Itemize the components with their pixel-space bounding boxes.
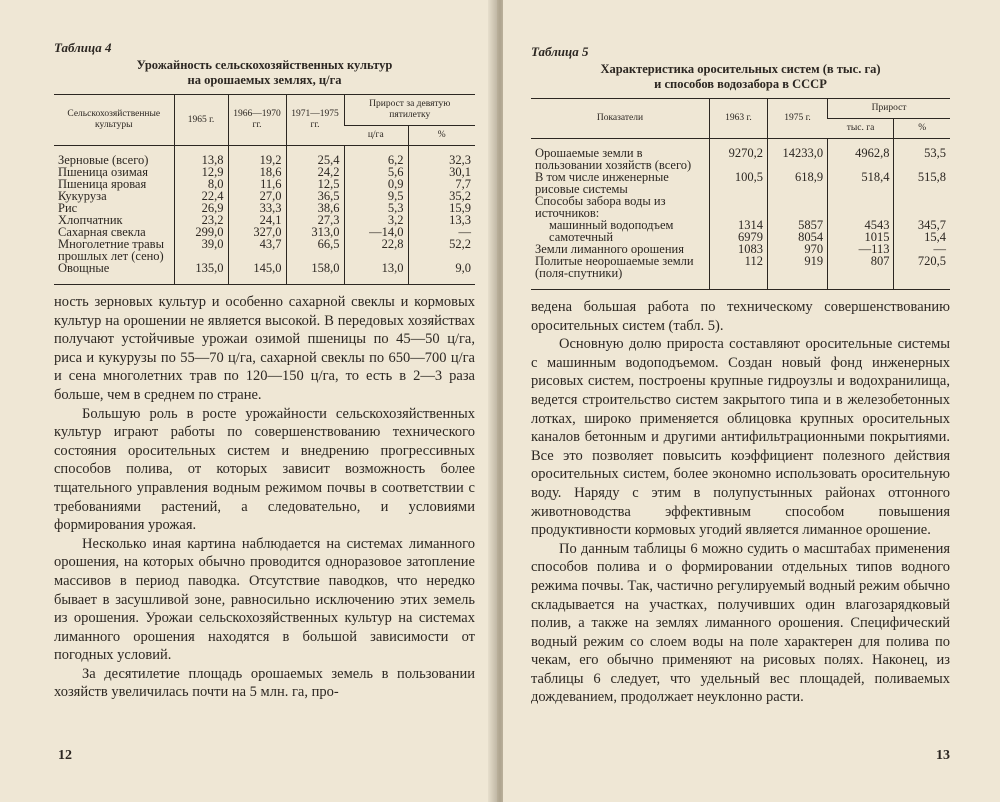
- value-1965: 8,0: [174, 178, 228, 190]
- growth-pct: [894, 195, 950, 219]
- value-1963: 9270,2: [709, 139, 767, 172]
- crop-name: Кукуруза: [58, 189, 107, 203]
- table-4-caption: [54, 58, 475, 88]
- crop-name: Пшеница яровая: [58, 177, 147, 191]
- value-1975: 970: [767, 243, 827, 255]
- growth-value: 4962,8: [828, 139, 894, 172]
- growth-pct: —: [894, 243, 950, 255]
- value-1963: [709, 195, 767, 219]
- value-1975: 14233,0: [767, 139, 827, 172]
- value-1966-1970: 27,0: [228, 190, 286, 202]
- header-1975: 1975 г.: [767, 99, 827, 139]
- value-1966-1970: 11,6: [228, 178, 286, 190]
- right-body-text: [531, 298, 950, 707]
- header-1966-1970: 1966—1970 гг.: [228, 95, 286, 146]
- growth-value: 1015: [828, 231, 894, 243]
- growth-pct: 32,3: [408, 146, 475, 167]
- crop-name: Хлопчатник: [58, 213, 123, 227]
- growth-value: 4543: [828, 219, 894, 231]
- value-1975: 919: [767, 255, 827, 290]
- growth-pct: 52,2: [408, 238, 475, 262]
- right-page: [503, 0, 1000, 802]
- table-5: [531, 98, 950, 290]
- page-number: 12: [58, 748, 72, 763]
- paragraph: Несколько иная картина наблюдается на системах лиманного орошения, на которых обычно проводится одноразовое затопление массивов в период паводка. Отсутствие паводков, что нередко бывает в засушливой зоне, равносильно исключению этих земель из орошения. Урожаи сельскохозяйственных культур на системах лиманного орошения находятся в большой зависимости от погодных условий.: [54, 535, 475, 664]
- growth-pct: 30,1: [408, 166, 475, 178]
- table-row: [54, 262, 475, 285]
- left-page: [0, 0, 497, 802]
- header-unit: ц/га: [344, 126, 408, 146]
- value-1965: 23,2: [174, 214, 228, 226]
- value-1966-1970: 43,7: [228, 238, 286, 262]
- value-1971-1975: 38,6: [286, 202, 344, 214]
- table-row: [531, 171, 950, 195]
- header-pct: %: [408, 126, 475, 146]
- growth-pct: 345,7: [894, 219, 950, 231]
- value-1963: 1314: [709, 219, 767, 231]
- value-1971-1975: 27,3: [286, 214, 344, 226]
- value-1966-1970: 145,0: [228, 262, 286, 285]
- growth-value: 807: [828, 255, 894, 290]
- growth-pct: 7,7: [408, 178, 475, 190]
- paragraph: Основную долю прироста составляют оросительные системы с машинным водоподъемом. Создан новый фонд инженерных рисовых систем, построены крупные гидроузлы и водохранилища, ведется строительство систем закрытого типа и в железобетонных лотках, широко применяется облицовка крупных оросительных каналов бетонным и другими антифильтрационными покрытиями. Все это позволяет повысить коэффициент полезного действия оросительных систем, более экономно использовать оросительную воду. Наряду с этим в полупустынных районах отгонного животноводства эффективным способом повышения продуктивности кормовых угодий является лиманное орошение.: [531, 336, 950, 539]
- value-1966-1970: 19,2: [228, 146, 286, 167]
- value-1971-1975: 24,2: [286, 166, 344, 178]
- crop-name: Сахарная свекла: [58, 225, 146, 239]
- table-row: [54, 238, 475, 262]
- value-1965: 22,4: [174, 190, 228, 202]
- header-indicators: Показатели: [596, 113, 644, 123]
- page-number: 13: [936, 748, 950, 763]
- growth-value: —113: [828, 243, 894, 255]
- header-unit: тыс. га: [828, 119, 894, 139]
- value-1971-1975: 36,5: [286, 190, 344, 202]
- value-1966-1970: 327,0: [228, 226, 286, 238]
- value-1971-1975: 12,5: [286, 178, 344, 190]
- indicator-label: самотечный: [549, 230, 614, 244]
- value-1966-1970: 24,1: [228, 214, 286, 226]
- growth-cg: 5,6: [344, 166, 408, 178]
- header-pct: %: [894, 119, 950, 139]
- value-1965: 135,0: [174, 262, 228, 285]
- table-5-label: Таблица 5: [531, 44, 589, 59]
- value-1975: 618,9: [767, 171, 827, 195]
- table-5-caption-line-2: и способов водозабора в СССР: [654, 77, 827, 91]
- growth-pct: 35,2: [408, 190, 475, 202]
- value-1965: 39,0: [174, 238, 228, 262]
- value-1971-1975: 25,4: [286, 146, 344, 167]
- value-1963: 6979: [709, 231, 767, 243]
- paragraph: За десятилетие площадь орошаемых земель в пользовании хозяйств увеличилась почти на 5 млн. га, про-: [54, 665, 475, 701]
- value-1965: 26,9: [174, 202, 228, 214]
- value-1966-1970: 33,3: [228, 202, 286, 214]
- paragraph: Большую роль в росте урожайности сельскохозяйственных культур играют работы по совершенствованию технического состояния оросительных систем и внедрению прогрессивных способов полива, от которых зависит возможность более тщательного управления водным режимом почвы в соответствии с требованиями растений, а следовательно, и условиями формирования урожая.: [54, 405, 475, 534]
- header-1965: 1965 г.: [174, 95, 228, 146]
- paragraph: ность зерновых культур и особенно сахарной свеклы и кормовых культур на орошении не является высокой. В передовых хозяйствах получают устойчивые урожаи озимой пшеницы по 45—50 ц/га, риса и кукурузы по 55—70 ц/га, сахарной свеклы по 650—700 ц/га и сена многолетних трав по 120—150 ц/га, то есть в 2—3 раза больше, чем в среднем по стране.: [54, 294, 475, 403]
- growth-value: 518,4: [828, 171, 894, 195]
- growth-cg: 9,5: [344, 190, 408, 202]
- paragraph: По данным таблицы 6 можно судить о масштабах применения способов полива и о формировании отдельных типов водного режима почвы. Так, частично регулируемый водный режим обычно складывается на участках, получивших один влагозарядковый полив, а также на землях лиманного орошения. Специфический водный режим со слоем воды на поле характерен для полива по чекам, его обычно применяют на рисовых полях. Наконец, из таблицы 6 следует, что удельный вес площадей, поливаемых дождеванием, продолжает неуклонно расти.: [531, 540, 950, 706]
- growth-pct: 15,9: [408, 202, 475, 214]
- growth-cg: 22,8: [344, 238, 408, 262]
- header-1971-1975: 1971—1975 гг.: [286, 95, 344, 146]
- table-row: [531, 255, 950, 290]
- value-1975: 5857: [767, 219, 827, 231]
- header-growth: Прирост за девятую пятилетку: [344, 95, 475, 126]
- crop-name: Рис: [58, 201, 78, 215]
- growth-pct: —: [408, 226, 475, 238]
- value-1971-1975: 158,0: [286, 262, 344, 285]
- indicator-label: Орошаемые земли в пользовании хозяйств (всего): [535, 146, 692, 172]
- table-5-caption-line-1: Характеристика оросительных систем (в тыс. га): [600, 62, 881, 76]
- growth-pct: 9,0: [408, 262, 475, 285]
- table-4-label: Таблица 4: [54, 40, 112, 55]
- indicator-label: машинный водоподъем: [549, 218, 674, 232]
- growth-cg: 5,3: [344, 202, 408, 214]
- growth-pct: 15,4: [894, 231, 950, 243]
- value-1965: 299,0: [174, 226, 228, 238]
- indicator-label: Политые неорошаемые земли (поля-спутники): [535, 254, 694, 280]
- value-1966-1970: 18,6: [228, 166, 286, 178]
- growth-value: [828, 195, 894, 219]
- value-1963: 1083: [709, 243, 767, 255]
- growth-cg: —14,0: [344, 226, 408, 238]
- table-row: [54, 146, 475, 167]
- value-1975: 8054: [767, 231, 827, 243]
- growth-cg: 0,9: [344, 178, 408, 190]
- header-1963: 1963 г.: [709, 99, 767, 139]
- value-1963: 100,5: [709, 171, 767, 195]
- table-4-caption-line-2: на орошаемых землях, ц/га: [187, 73, 342, 87]
- value-1963: 112: [709, 255, 767, 290]
- growth-cg: 13,0: [344, 262, 408, 285]
- value-1965: 13,8: [174, 146, 228, 167]
- header-crops: Сельскохозяйственные культуры: [67, 109, 161, 130]
- value-1971-1975: 66,5: [286, 238, 344, 262]
- indicator-label: В том числе инженерные рисовые системы: [535, 170, 669, 196]
- growth-pct: 720,5: [894, 255, 950, 290]
- crop-name: Овощные: [58, 261, 110, 275]
- growth-pct: 13,3: [408, 214, 475, 226]
- table-4-caption-line-1: Урожайность сельскохозяйственных культур: [136, 58, 393, 72]
- table-row: [531, 195, 950, 219]
- left-body-text: [54, 293, 475, 702]
- growth-cg: 6,2: [344, 146, 408, 167]
- growth-cg: 3,2: [344, 214, 408, 226]
- growth-pct: 515,8: [894, 171, 950, 195]
- growth-pct: 53,5: [894, 139, 950, 172]
- indicator-label: Земли лиманного орошения: [535, 242, 684, 256]
- value-1975: [767, 195, 827, 219]
- crop-name: Пшеница озимая: [58, 165, 148, 179]
- indicator-label: Способы забора воды из источников:: [535, 194, 666, 220]
- value-1971-1975: 313,0: [286, 226, 344, 238]
- table-5-caption: [531, 62, 950, 92]
- crop-name: Зерновые (всего): [58, 153, 149, 167]
- header-growth: Прирост: [828, 99, 950, 119]
- table-row: [531, 139, 950, 172]
- value-1965: 12,9: [174, 166, 228, 178]
- crop-name: Многолетние травы прошлых лет (сено): [58, 237, 164, 263]
- paragraph: ведена большая работа по техническому совершенствованию оросительных систем (табл. 5).: [531, 299, 950, 334]
- table-4: [54, 94, 475, 285]
